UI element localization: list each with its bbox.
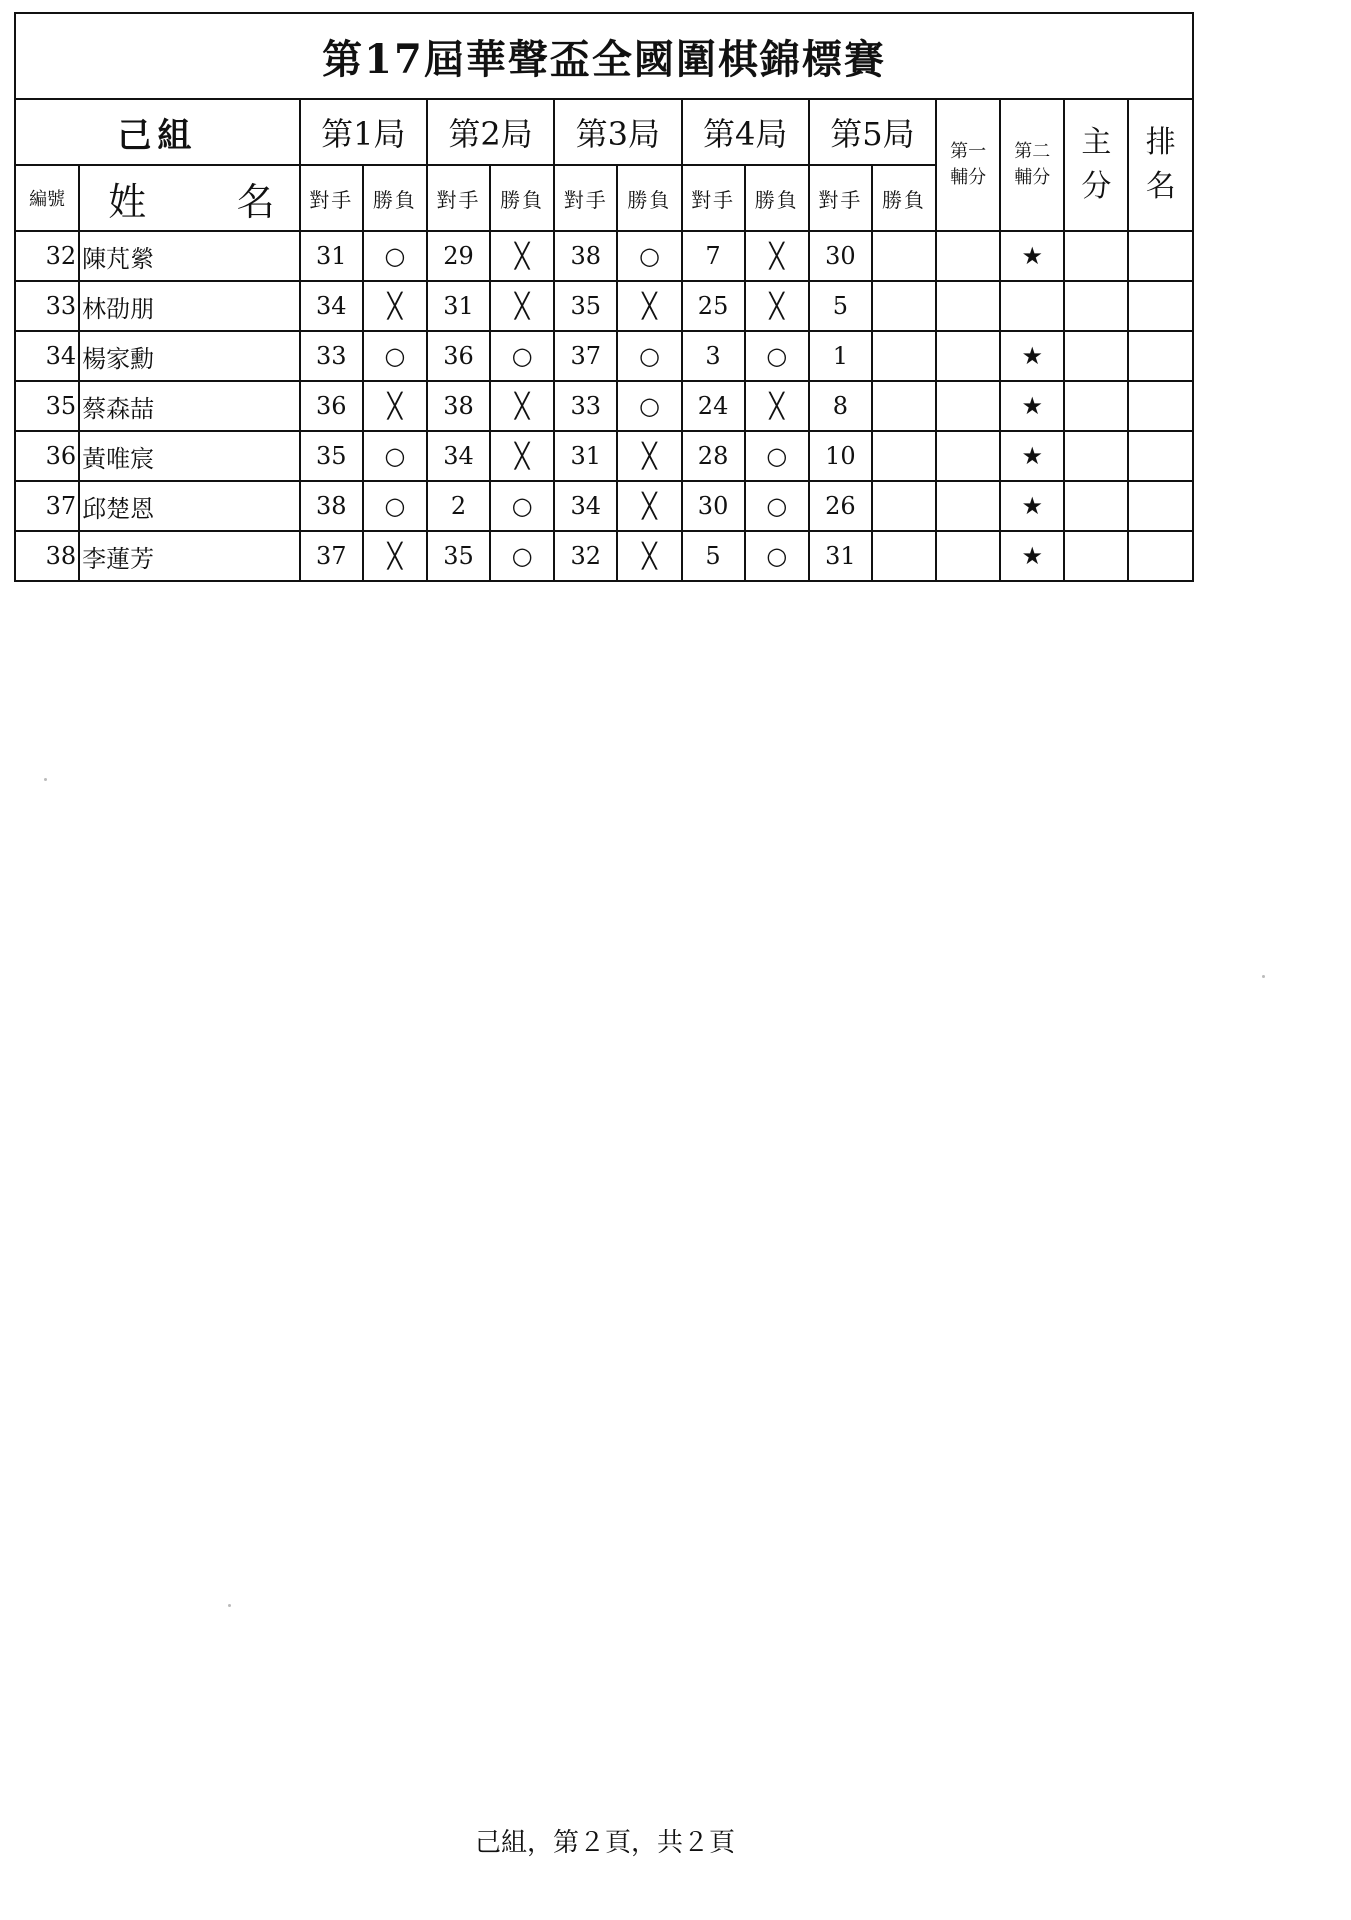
game-result: ○ — [617, 331, 681, 381]
game-result: ○ — [745, 331, 809, 381]
tiebreak1-value — [936, 431, 1000, 481]
name-header-char1: 姓 — [108, 179, 147, 224]
opponent-number: 30 — [682, 481, 745, 531]
rank-line2: 名 — [1145, 169, 1176, 204]
opponent-number: 34 — [300, 281, 363, 331]
opponent-number: 31 — [554, 431, 617, 481]
opponent-number: 34 — [427, 431, 490, 481]
rank-value — [1128, 281, 1193, 331]
game-result: ○ — [617, 231, 681, 281]
tiebreak1-value — [936, 481, 1000, 531]
scan-speck — [228, 1604, 231, 1607]
tiebreak1-value — [936, 281, 1000, 331]
name-header — [79, 165, 300, 231]
main-score-value — [1064, 381, 1128, 431]
rank-header — [1128, 99, 1193, 231]
tiebreak2-line1: 第二 — [1014, 141, 1051, 162]
tiebreak2-line2: 輔分 — [1014, 167, 1051, 188]
tiebreak2-value: ★ — [1000, 531, 1064, 581]
standings-table — [14, 12, 1194, 582]
opponent-number: 1 — [809, 331, 872, 381]
player-name: 李蓮芳 — [79, 531, 300, 581]
game-result: ○ — [363, 431, 427, 481]
main-score-header — [1064, 99, 1128, 231]
game-result: ╳ — [617, 531, 681, 581]
round-header: 第4局 — [682, 99, 809, 165]
opponent-number: 38 — [300, 481, 363, 531]
player-number: 35 — [15, 381, 79, 431]
opponent-number: 29 — [427, 231, 490, 281]
opponent-number: 26 — [809, 481, 872, 531]
game-result: ○ — [490, 481, 554, 531]
game-result: ╳ — [490, 231, 554, 281]
tiebreak1-line1: 第一 — [950, 141, 987, 162]
result-subheader: 勝負 — [617, 165, 681, 231]
name-header-char2: 名 — [236, 179, 275, 224]
opponent-number: 38 — [554, 231, 617, 281]
main-score-line1: 主 — [1081, 125, 1112, 160]
player-name: 邱楚恩 — [79, 481, 300, 531]
game-result: ○ — [490, 531, 554, 581]
round-header: 第3局 — [554, 99, 681, 165]
main-score-value — [1064, 531, 1128, 581]
player-row — [15, 481, 1193, 531]
game-result: ╳ — [490, 281, 554, 331]
result-subheader: 勝負 — [745, 165, 809, 231]
opponent-number: 8 — [809, 381, 872, 431]
player-number: 38 — [15, 531, 79, 581]
rank-line1: 排 — [1145, 125, 1176, 160]
player-row — [15, 231, 1193, 281]
group-label: 己組 — [15, 99, 300, 165]
tiebreak2-value — [1000, 281, 1064, 331]
game-result: ○ — [363, 331, 427, 381]
game-result: ○ — [363, 481, 427, 531]
tiebreak2-value: ★ — [1000, 431, 1064, 481]
opponent-subheader: 對手 — [809, 165, 872, 231]
player-name: 陳芃縈 — [79, 231, 300, 281]
game-result: ╳ — [617, 281, 681, 331]
game-result — [872, 531, 936, 581]
page-title: 第17屆華聲盃全國圍棋錦標賽 — [15, 13, 1193, 99]
player-name: 林劭朋 — [79, 281, 300, 331]
game-result: ○ — [745, 531, 809, 581]
opponent-number: 35 — [300, 431, 363, 481]
scan-speck — [1262, 975, 1265, 978]
game-result: ╳ — [490, 381, 554, 431]
game-result: ○ — [490, 331, 554, 381]
opponent-number: 10 — [809, 431, 872, 481]
round-header: 第2局 — [427, 99, 554, 165]
tiebreak2-value: ★ — [1000, 481, 1064, 531]
game-result — [872, 431, 936, 481]
main-score-value — [1064, 481, 1128, 531]
opponent-subheader: 對手 — [554, 165, 617, 231]
player-row — [15, 431, 1193, 481]
opponent-number: 31 — [809, 531, 872, 581]
result-subheader: 勝負 — [363, 165, 427, 231]
opponent-number: 32 — [554, 531, 617, 581]
game-result: ○ — [745, 481, 809, 531]
tiebreak1-value — [936, 381, 1000, 431]
tiebreak1-header — [936, 99, 1000, 231]
opponent-number: 36 — [300, 381, 363, 431]
player-number: 34 — [15, 331, 79, 381]
game-result: ╳ — [745, 281, 809, 331]
player-row — [15, 281, 1193, 331]
game-result: ╳ — [745, 231, 809, 281]
player-name: 楊家勳 — [79, 331, 300, 381]
opponent-number: 24 — [682, 381, 745, 431]
opponent-number: 25 — [682, 281, 745, 331]
main-score-value — [1064, 431, 1128, 481]
opponent-number: 34 — [554, 481, 617, 531]
main-score-value — [1064, 231, 1128, 281]
opponent-number: 31 — [427, 281, 490, 331]
tiebreak1-value — [936, 531, 1000, 581]
opponent-number: 30 — [809, 231, 872, 281]
opponent-number: 33 — [554, 381, 617, 431]
player-row — [15, 381, 1193, 431]
tiebreak2-value: ★ — [1000, 231, 1064, 281]
main-score-value — [1064, 281, 1128, 331]
player-row — [15, 531, 1193, 581]
rank-value — [1128, 431, 1193, 481]
opponent-number: 37 — [554, 331, 617, 381]
game-result: ╳ — [363, 531, 427, 581]
main-score-line2: 分 — [1081, 169, 1112, 204]
player-row — [15, 331, 1193, 381]
opponent-number: 31 — [300, 231, 363, 281]
game-result: ○ — [363, 231, 427, 281]
game-result — [872, 381, 936, 431]
opponent-number: 35 — [554, 281, 617, 331]
player-number: 36 — [15, 431, 79, 481]
tiebreak2-value: ★ — [1000, 331, 1064, 381]
game-result — [872, 281, 936, 331]
game-result: ╳ — [745, 381, 809, 431]
opponent-number: 7 — [682, 231, 745, 281]
opponent-number: 5 — [682, 531, 745, 581]
player-number: 37 — [15, 481, 79, 531]
rank-value — [1128, 231, 1193, 281]
player-number: 32 — [15, 231, 79, 281]
player-name: 蔡森喆 — [79, 381, 300, 431]
tiebreak1-line2: 輔分 — [950, 167, 987, 188]
opponent-subheader: 對手 — [300, 165, 363, 231]
rank-value — [1128, 481, 1193, 531]
opponent-number: 5 — [809, 281, 872, 331]
opponent-number: 36 — [427, 331, 490, 381]
opponent-number: 2 — [427, 481, 490, 531]
result-subheader: 勝負 — [872, 165, 936, 231]
tiebreak1-value — [936, 331, 1000, 381]
round-header: 第1局 — [300, 99, 427, 165]
result-subheader: 勝負 — [490, 165, 554, 231]
player-number: 33 — [15, 281, 79, 331]
game-result: ○ — [745, 431, 809, 481]
round-header: 第5局 — [809, 99, 936, 165]
opponent-number: 37 — [300, 531, 363, 581]
tiebreak1-value — [936, 231, 1000, 281]
opponent-subheader: 對手 — [682, 165, 745, 231]
game-result: ○ — [617, 381, 681, 431]
game-result: ╳ — [617, 431, 681, 481]
page-footer: 己組，第２頁，共２頁 — [474, 1828, 735, 1858]
scan-speck — [44, 778, 47, 781]
game-result: ╳ — [617, 481, 681, 531]
tiebreak2-value: ★ — [1000, 381, 1064, 431]
opponent-number: 38 — [427, 381, 490, 431]
rank-value — [1128, 531, 1193, 581]
number-header: 編號 — [15, 165, 79, 231]
game-result: ╳ — [363, 381, 427, 431]
game-result: ╳ — [363, 281, 427, 331]
game-result — [872, 231, 936, 281]
main-score-value — [1064, 331, 1128, 381]
opponent-number: 3 — [682, 331, 745, 381]
rank-value — [1128, 381, 1193, 431]
opponent-number: 33 — [300, 331, 363, 381]
game-result — [872, 481, 936, 531]
opponent-number: 28 — [682, 431, 745, 481]
game-result — [872, 331, 936, 381]
opponent-subheader: 對手 — [427, 165, 490, 231]
game-result: ╳ — [490, 431, 554, 481]
player-name: 黃唯宸 — [79, 431, 300, 481]
tiebreak2-header — [1000, 99, 1064, 231]
rank-value — [1128, 331, 1193, 381]
opponent-number: 35 — [427, 531, 490, 581]
